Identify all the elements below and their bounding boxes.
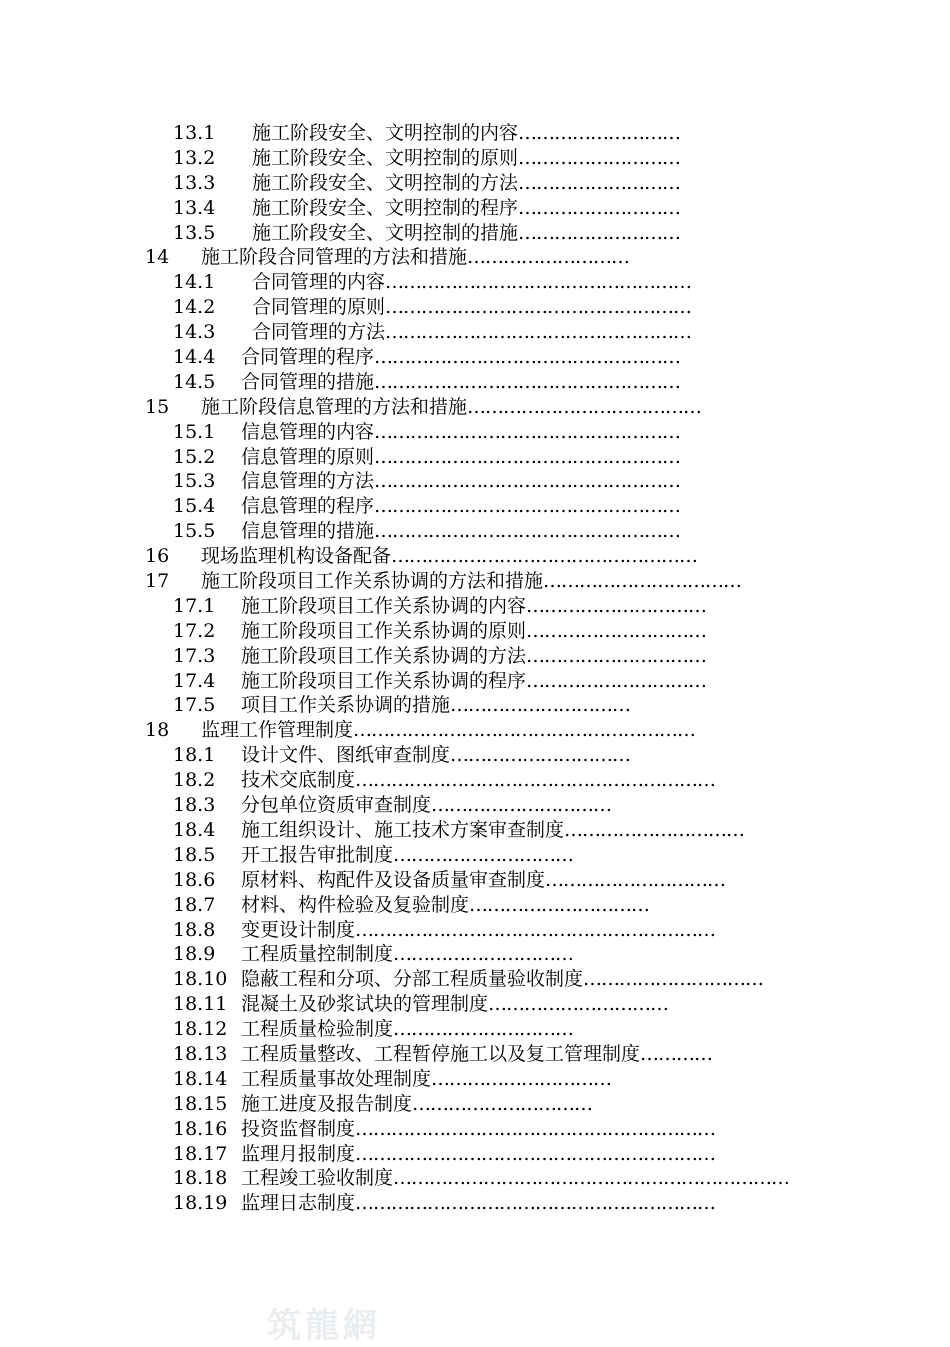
toc-leader-dots: ………………………… xyxy=(412,1092,593,1115)
toc-leader-dots: ………………………… xyxy=(393,943,574,966)
toc-section-entry[interactable] xyxy=(0,693,950,718)
toc-leader-dots: …………………………………………………… xyxy=(355,918,716,941)
toc-leader-dots: …………………………………………… xyxy=(385,321,692,344)
toc-entry-number: 18.6 xyxy=(173,868,216,891)
toc-entry-number: 14.1 xyxy=(173,271,216,294)
toc-section-entry[interactable] xyxy=(0,420,950,445)
toc-entry-title xyxy=(241,918,715,943)
toc-entry-number: 18.18 xyxy=(173,1167,228,1190)
toc-entry-title-text: 合同管理的内容 xyxy=(252,271,386,294)
toc-leader-dots: ……………………… xyxy=(518,146,681,169)
toc-entry-number: 18.11 xyxy=(173,993,228,1016)
toc-leader-dots: ………………………………………………………… xyxy=(393,1167,790,1190)
toc-section-entry[interactable] xyxy=(0,743,950,768)
toc-section-entry[interactable] xyxy=(0,345,950,370)
toc-entry-title-text: 施工阶段项目工作关系协调的方法和措施 xyxy=(201,570,544,593)
toc-leader-dots: ………………………… xyxy=(526,594,707,617)
toc-chapter-entry[interactable] xyxy=(0,569,950,594)
toc-leader-dots: …………………………………………… xyxy=(391,545,698,568)
toc-entry-title xyxy=(252,320,691,345)
toc-leader-dots: ………………………… xyxy=(450,694,631,717)
toc-entry-title xyxy=(241,1092,592,1117)
toc-entry-title xyxy=(241,469,680,494)
toc-entry-number: 18.7 xyxy=(173,893,216,916)
toc-section-entry[interactable] xyxy=(0,594,950,619)
toc-entry-number: 18.1 xyxy=(173,744,216,767)
toc-entry-title-text: 材料、构件检验及复验制度 xyxy=(241,893,470,916)
toc-entry-title-text: 合同管理的措施 xyxy=(241,370,375,393)
toc-leader-dots: ………… xyxy=(640,1042,713,1065)
toc-entry-number: 18.10 xyxy=(173,968,228,991)
toc-entry-title-text: 信息管理的措施 xyxy=(241,520,375,543)
toc-entry-title xyxy=(241,1117,715,1142)
toc-entry-title-text: 合同管理的程序 xyxy=(241,346,375,369)
toc-entry-number: 18 xyxy=(145,719,170,742)
toc-entry-number: 14.3 xyxy=(173,321,216,344)
toc-section-entry[interactable] xyxy=(0,644,950,669)
toc-entry-title xyxy=(241,420,680,445)
toc-entry-number: 18.17 xyxy=(173,1142,228,1165)
toc-entry-title xyxy=(252,121,680,146)
toc-leader-dots: …………………………………………… xyxy=(374,520,681,543)
toc-entry-title xyxy=(201,245,629,270)
toc-leader-dots: …………………………………………… xyxy=(385,296,692,319)
toc-entry-title xyxy=(241,644,706,669)
toc-entry-number: 14.2 xyxy=(173,296,216,319)
toc-chapter-entry[interactable] xyxy=(0,245,950,270)
toc-entry-title-text: 监理月报制度 xyxy=(241,1142,356,1165)
toc-entry-title xyxy=(252,221,680,246)
toc-entry-number: 18.13 xyxy=(173,1042,228,1065)
toc-entry-title xyxy=(241,992,668,1017)
toc-leader-dots: …………………………… xyxy=(543,570,742,593)
toc-leader-dots: ……………………… xyxy=(518,122,681,144)
toc-entry-title-text: 工程质量检验制度 xyxy=(241,1018,394,1041)
toc-leader-dots: …………………………………………… xyxy=(374,445,681,468)
toc-entry-title-text: 混凝土及砂浆试块的管理制度 xyxy=(241,993,489,1016)
toc-section-entry[interactable] xyxy=(0,1191,950,1216)
toc-entry-number: 18.15 xyxy=(173,1092,228,1115)
toc-entry-title-text: 信息管理的程序 xyxy=(241,495,375,518)
toc-leader-dots: ………………………………………………… xyxy=(353,719,696,742)
toc-entry-title-text: 工程质量事故处理制度 xyxy=(241,1067,432,1090)
toc-leader-dots: …………………………………………… xyxy=(374,370,681,393)
toc-entry-title xyxy=(241,818,744,843)
toc-section-entry[interactable] xyxy=(0,370,950,395)
toc-leader-dots: ………………………… xyxy=(431,1067,612,1090)
toc-entry-number: 17.2 xyxy=(173,619,216,642)
toc-entry-title-text: 施工阶段项目工作关系协调的原则 xyxy=(241,619,527,642)
toc-entry-title-text: 合同管理的原则 xyxy=(252,296,386,319)
toc-leader-dots: ……………………… xyxy=(518,171,681,194)
toc-section-entry[interactable] xyxy=(0,843,950,868)
toc-entry-title xyxy=(241,1067,611,1092)
toc-entry-number: 14 xyxy=(145,246,170,269)
toc-entry-title xyxy=(241,1017,573,1042)
toc-entry-number: 18.3 xyxy=(173,794,216,817)
toc-leader-dots: …………………………………………… xyxy=(374,470,681,493)
toc-section-entry[interactable] xyxy=(0,1092,950,1117)
toc-entry-title-text: 施工阶段项目工作关系协调的程序 xyxy=(241,669,527,692)
toc-entry-title xyxy=(201,395,701,420)
toc-section-entry[interactable] xyxy=(0,619,950,644)
toc-entry-title xyxy=(241,669,706,694)
toc-section-entry[interactable] xyxy=(0,1142,950,1167)
toc-entry-number: 18.16 xyxy=(173,1117,228,1140)
toc-leader-dots: ………………………… xyxy=(450,744,631,767)
toc-entry-title-text: 施工阶段安全、文明控制的方法 xyxy=(252,171,519,194)
toc-entry-title xyxy=(241,619,706,644)
toc-leader-dots: ………………………… xyxy=(583,968,764,991)
toc-entry-title-text: 施工阶段项目工作关系协调的内容 xyxy=(241,594,527,617)
toc-entry-title xyxy=(252,196,680,221)
toc-entry-title-text: 技术交底制度 xyxy=(241,769,356,792)
toc-entry-number: 18.5 xyxy=(173,843,216,866)
toc-entry-title-text: 监理日志制度 xyxy=(241,1192,356,1215)
toc-section-entry[interactable] xyxy=(0,469,950,494)
toc-leader-dots: …………………………………………………… xyxy=(355,1117,716,1140)
toc-entry-number: 13.2 xyxy=(173,146,216,169)
toc-leader-dots: …………………………………………………… xyxy=(355,1142,716,1165)
toc-leader-dots: …………………………………………… xyxy=(385,271,692,294)
toc-entry-title-text: 开工报告审批制度 xyxy=(241,843,394,866)
toc-entry-title-text: 监理工作管理制度 xyxy=(201,719,354,742)
toc-entry-title xyxy=(252,270,691,295)
toc-entry-title-text: 信息管理的内容 xyxy=(241,420,375,443)
toc-leader-dots: ………………………… xyxy=(469,893,650,916)
toc-leader-dots: ………………………………… xyxy=(467,395,702,418)
toc-entry-number: 17.1 xyxy=(173,594,216,617)
toc-section-entry[interactable] xyxy=(0,320,950,345)
toc-entry-title xyxy=(201,569,741,594)
toc-entry-number: 15 xyxy=(145,395,170,418)
toc-entry-number: 18.19 xyxy=(173,1192,228,1215)
toc-entry-title-text: 施工阶段项目工作关系协调的方法 xyxy=(241,644,527,667)
toc-section-entry[interactable] xyxy=(0,1117,950,1142)
toc-entry-title xyxy=(252,146,680,171)
toc-entry-title-text: 变更设计制度 xyxy=(241,918,356,941)
toc-entry-number: 13.1 xyxy=(173,122,216,144)
toc-entry-title xyxy=(241,843,573,868)
toc-leader-dots: ……………………… xyxy=(467,246,630,269)
toc-entry-number: 17 xyxy=(145,570,170,593)
toc-entry-title-text: 项目工作关系协调的措施 xyxy=(241,694,451,717)
toc-section-entry[interactable] xyxy=(0,1067,950,1092)
toc-section-entry[interactable] xyxy=(0,270,950,295)
toc-entry-title xyxy=(241,768,715,793)
toc-chapter-entry[interactable] xyxy=(0,718,950,743)
toc-section-entry[interactable] xyxy=(0,196,950,221)
watermark-logo: 筑龍網 xyxy=(267,1306,381,1346)
toc-entry-title xyxy=(241,519,680,544)
table-of-contents xyxy=(0,121,950,1216)
toc-entry-number: 18.4 xyxy=(173,818,216,841)
toc-leader-dots: …………………………………………………… xyxy=(355,1192,716,1215)
toc-entry-title xyxy=(241,370,680,395)
toc-entry-title xyxy=(241,1142,715,1167)
toc-section-entry[interactable] xyxy=(0,793,950,818)
toc-leader-dots: ………………………… xyxy=(393,843,574,866)
toc-entry-title xyxy=(241,594,706,619)
toc-entry-title xyxy=(241,1191,715,1216)
toc-section-entry[interactable] xyxy=(0,669,950,694)
toc-leader-dots: ………………………… xyxy=(526,619,707,642)
toc-entry-number: 17.3 xyxy=(173,644,216,667)
toc-entry-title-text: 工程竣工验收制度 xyxy=(241,1167,394,1190)
toc-entry-number: 15.3 xyxy=(173,470,216,493)
toc-section-entry[interactable] xyxy=(0,295,950,320)
toc-entry-title-text: 分包单位资质审查制度 xyxy=(241,794,432,817)
toc-section-entry[interactable] xyxy=(0,1017,950,1042)
toc-leader-dots: …………………………………………… xyxy=(374,346,681,369)
toc-entry-title xyxy=(201,718,695,743)
toc-entry-title-text: 施工阶段安全、文明控制的内容 xyxy=(252,122,519,144)
toc-section-entry[interactable] xyxy=(0,818,950,843)
toc-entry-title-text: 原材料、构配件及设备质量审查制度 xyxy=(241,868,546,891)
toc-leader-dots: ………………………… xyxy=(545,868,726,891)
toc-entry-number: 18.2 xyxy=(173,769,216,792)
toc-entry-number: 16 xyxy=(145,545,170,568)
toc-entry-title xyxy=(201,544,697,569)
toc-entry-number: 17.4 xyxy=(173,669,216,692)
toc-entry-number: 17.5 xyxy=(173,694,216,717)
toc-section-entry[interactable] xyxy=(0,918,950,943)
toc-entry-title-text: 设计文件、图纸审查制度 xyxy=(241,744,451,767)
toc-section-entry[interactable] xyxy=(0,893,950,918)
toc-entry-number: 18.9 xyxy=(173,943,216,966)
toc-entry-title-text: 施工阶段安全、文明控制的程序 xyxy=(252,196,519,219)
toc-entry-number: 15.2 xyxy=(173,445,216,468)
toc-entry-title-text: 信息管理的原则 xyxy=(241,445,375,468)
toc-leader-dots: ………………………… xyxy=(431,794,612,817)
toc-entry-title-text: 施工组织设计、施工技术方案审查制度 xyxy=(241,818,565,841)
toc-entry-number: 15.5 xyxy=(173,520,216,543)
toc-section-entry[interactable] xyxy=(0,146,950,171)
toc-entry-title xyxy=(241,743,630,768)
toc-entry-number: 14.4 xyxy=(173,346,216,369)
toc-section-entry[interactable] xyxy=(0,768,950,793)
toc-chapter-entry[interactable] xyxy=(0,395,950,420)
toc-chapter-entry[interactable] xyxy=(0,544,950,569)
toc-section-entry[interactable] xyxy=(0,121,950,146)
toc-entry-number: 15.1 xyxy=(173,420,216,443)
toc-entry-title xyxy=(241,793,611,818)
toc-leader-dots: ………………………… xyxy=(393,1018,574,1041)
toc-entry-title xyxy=(241,1166,789,1191)
toc-section-entry[interactable] xyxy=(0,868,950,893)
toc-entry-title xyxy=(241,967,763,992)
toc-entry-title-text: 施工阶段安全、文明控制的原则 xyxy=(252,146,519,169)
toc-entry-title xyxy=(241,1042,712,1067)
toc-section-entry[interactable] xyxy=(0,445,950,470)
toc-entry-title-text: 施工进度及报告制度 xyxy=(241,1092,413,1115)
toc-entry-title xyxy=(241,893,649,918)
toc-entry-title xyxy=(252,171,680,196)
toc-entry-title xyxy=(241,345,680,370)
toc-entry-title-text: 隐蔽工程和分项、分部工程质量验收制度 xyxy=(241,968,584,991)
toc-leader-dots: ……………………… xyxy=(518,196,681,219)
toc-entry-number: 13.3 xyxy=(173,171,216,194)
toc-entry-title-text: 合同管理的方法 xyxy=(252,321,386,344)
toc-entry-title-text: 施工阶段合同管理的方法和措施 xyxy=(201,246,468,269)
toc-entry-title xyxy=(241,693,630,718)
toc-section-entry[interactable] xyxy=(0,1166,950,1191)
toc-leader-dots: …………………………………………… xyxy=(374,420,681,443)
toc-entry-number: 15.4 xyxy=(173,495,216,518)
toc-entry-title-text: 投资监督制度 xyxy=(241,1117,356,1140)
toc-entry-title xyxy=(241,942,573,967)
toc-entry-title-text: 施工阶段信息管理的方法和措施 xyxy=(201,395,468,418)
toc-entry-number: 18.12 xyxy=(173,1018,228,1041)
toc-leader-dots: ………………………… xyxy=(488,993,669,1016)
toc-entry-title xyxy=(241,868,725,893)
toc-leader-dots: ………………………… xyxy=(526,644,707,667)
toc-entry-title-text: 现场监理机构设备配备 xyxy=(201,545,392,568)
toc-section-entry[interactable] xyxy=(0,992,950,1017)
toc-leader-dots: ………………………… xyxy=(564,818,745,841)
toc-entry-title xyxy=(252,295,691,320)
toc-section-entry[interactable] xyxy=(0,221,950,246)
toc-entry-title-text: 工程质量控制制度 xyxy=(241,943,394,966)
toc-entry-title-text: 工程质量整改、工程暂停施工以及复工管理制度 xyxy=(241,1042,641,1065)
toc-section-entry[interactable] xyxy=(0,967,950,992)
toc-entry-number: 13.5 xyxy=(173,221,216,244)
toc-section-entry[interactable] xyxy=(0,519,950,544)
toc-entry-number: 14.5 xyxy=(173,370,216,393)
toc-entry-number: 18.14 xyxy=(173,1067,228,1090)
toc-entry-number: 18.8 xyxy=(173,918,216,941)
toc-entry-title-text: 施工阶段安全、文明控制的措施 xyxy=(252,221,519,244)
toc-section-entry[interactable] xyxy=(0,1042,950,1067)
toc-entry-title-text: 信息管理的方法 xyxy=(241,470,375,493)
toc-leader-dots: ………………………… xyxy=(526,669,707,692)
toc-entry-title xyxy=(241,445,680,470)
toc-leader-dots: …………………………………………………… xyxy=(355,769,716,792)
toc-entry-title xyxy=(241,494,680,519)
toc-section-entry[interactable] xyxy=(0,942,950,967)
toc-leader-dots: …………………………………………… xyxy=(374,495,681,518)
toc-section-entry[interactable] xyxy=(0,171,950,196)
toc-entry-number: 13.4 xyxy=(173,196,216,219)
toc-leader-dots: ……………………… xyxy=(518,221,681,244)
toc-section-entry[interactable] xyxy=(0,494,950,519)
